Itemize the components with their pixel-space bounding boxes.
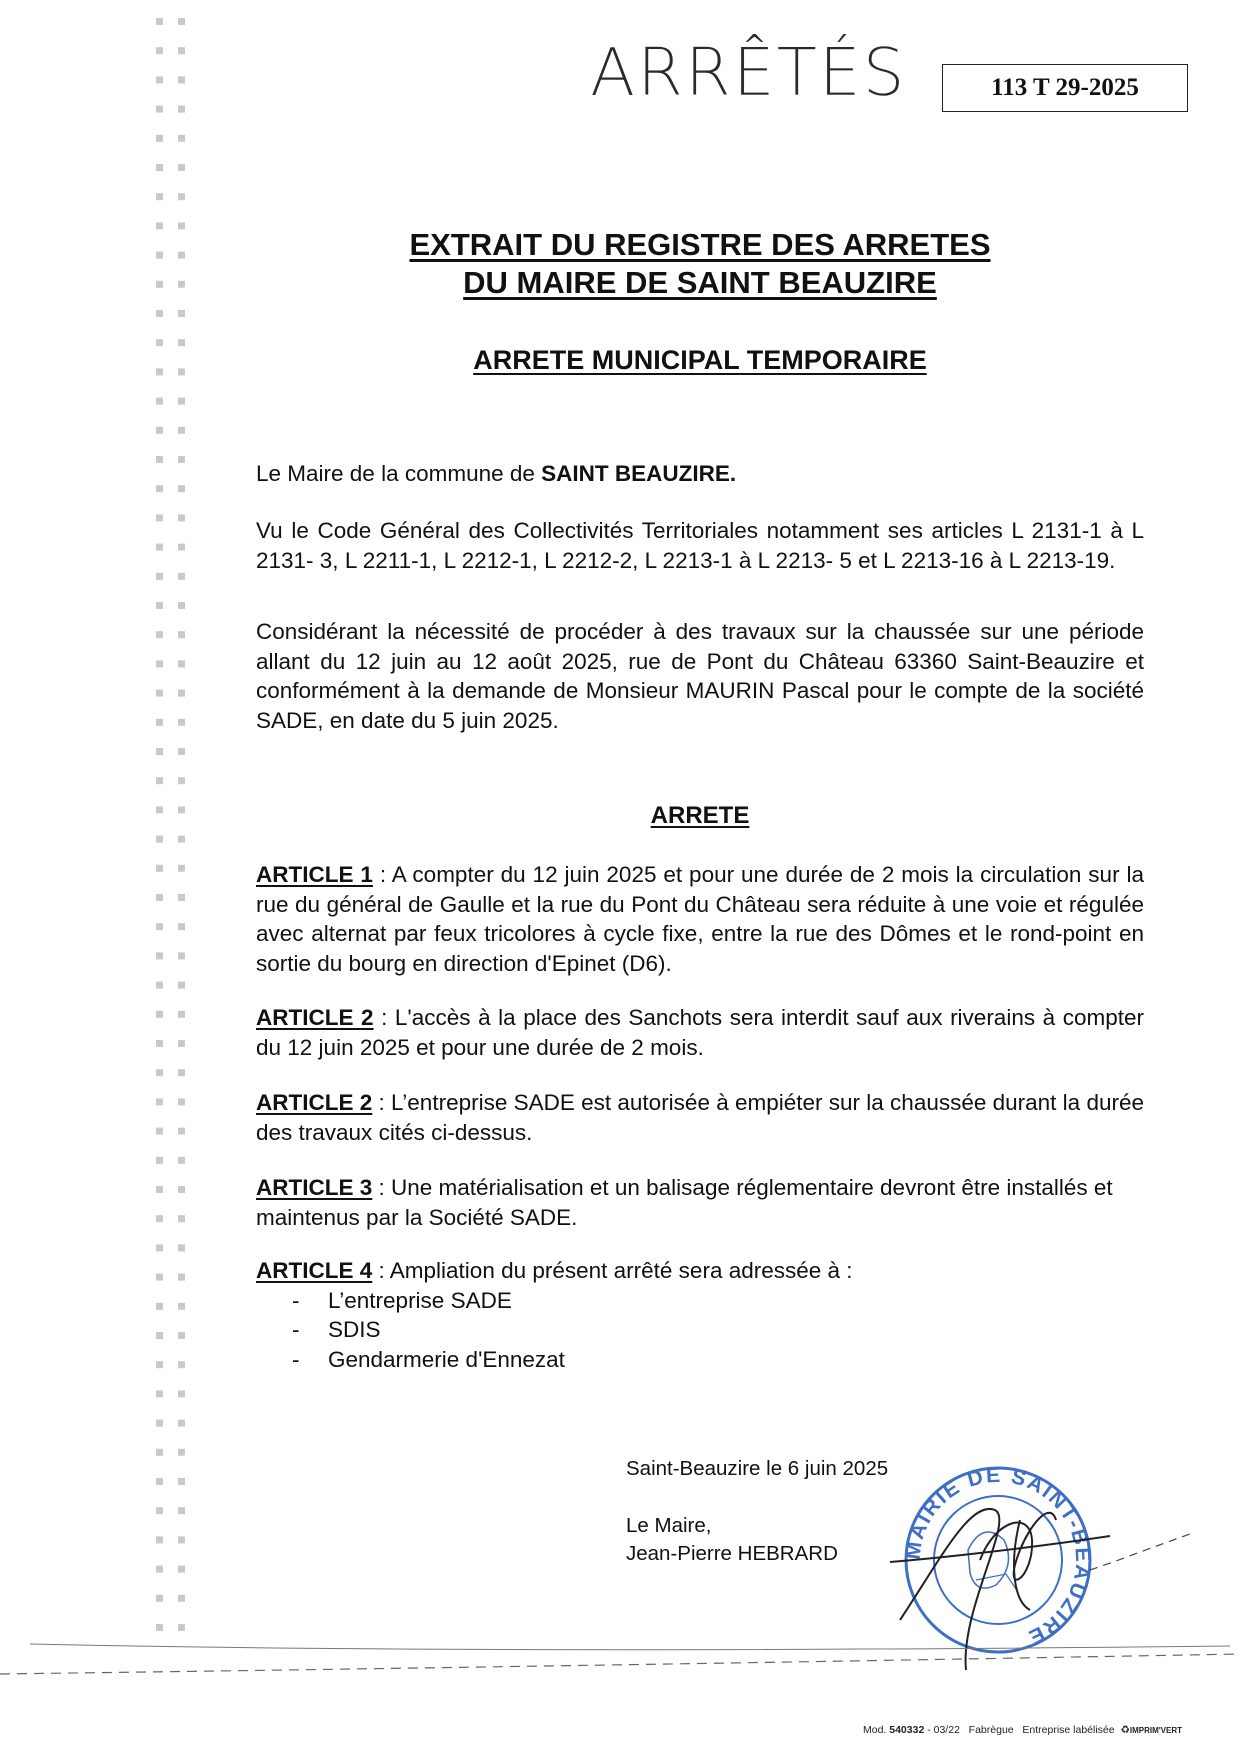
- margin-dot: [156, 76, 163, 83]
- article-2: [256, 1003, 1144, 1062]
- article-1: [256, 860, 1144, 978]
- margin-dot: [178, 252, 185, 259]
- margin-dot: [156, 836, 163, 843]
- margin-dot: [156, 894, 163, 901]
- article-label: ARTICLE 2: [256, 1005, 374, 1030]
- margin-dot: [178, 1215, 185, 1222]
- margin-dot: [178, 106, 185, 113]
- margin-dot: [178, 164, 185, 171]
- vu-paragraph: Vu le Code Général des Collectivités Territoriales notamment ses articles L 2131-1 à L 2131- 3, L 2211-1, L 2212-1, L 2212-2, L 2213-1 à L 2213- 5 et L 2213-16 à L 2213-19.: [256, 518, 1144, 573]
- signature-role: Le Maire,: [626, 1514, 712, 1537]
- margin-dot: [178, 1157, 185, 1164]
- margin-dot: [156, 1449, 163, 1456]
- margin-dot: [156, 982, 163, 989]
- margin-dot: [178, 777, 185, 784]
- signature-block: [626, 1512, 838, 1568]
- footer-mod-number: 540332: [889, 1724, 925, 1736]
- margin-dot: [178, 456, 185, 463]
- margin-dot: [178, 1069, 185, 1076]
- signature-place-date: Saint-Beauzire le 6 juin 2025: [626, 1457, 889, 1480]
- margin-dot: [178, 748, 185, 755]
- margin-dot: [178, 631, 185, 638]
- article-text: : Ampliation du présent arrêté sera adressée à :: [372, 1258, 853, 1283]
- margin-dot: [156, 602, 163, 609]
- margin-dot: [156, 544, 163, 551]
- margin-dot: [156, 1361, 163, 1368]
- margin-dot: [156, 1390, 163, 1397]
- article-label: ARTICLE 3: [256, 1175, 373, 1200]
- margin-dot: [156, 456, 163, 463]
- margin-dot: [156, 1478, 163, 1485]
- article-text: : L'accès à la place des Sanchots sera interdit sauf aux riverains à compter du 12 juin 2025 et pour une durée de 2 mois.: [256, 1005, 1144, 1060]
- margin-dot: [178, 1361, 185, 1368]
- margin-dots: [150, 14, 190, 1654]
- margin-dot: [156, 1274, 163, 1281]
- margin-dot: [178, 1244, 185, 1251]
- article-text: : Une matérialisation et un balisage réglementaire devront être installés et maintenus par la Société SADE.: [256, 1175, 1113, 1230]
- margin-dot: [178, 1449, 185, 1456]
- margin-dot: [156, 193, 163, 200]
- margin-dot: [178, 1011, 185, 1018]
- article-4: [256, 1256, 1144, 1374]
- margin-dot: [178, 1303, 185, 1310]
- footer-label: Entreprise labélisée: [1022, 1724, 1115, 1736]
- margin-dot: [156, 1420, 163, 1427]
- margin-dot: [178, 310, 185, 317]
- margin-dot: [156, 1040, 163, 1047]
- footer-imprim: IMPRIM'VERT: [1129, 1726, 1182, 1735]
- margin-dot: [178, 1390, 185, 1397]
- intro-commune: SAINT BEAUZIRE.: [541, 461, 737, 486]
- article-label: ARTICLE 2: [256, 1090, 373, 1115]
- margin-dot: [156, 281, 163, 288]
- title-line-1: EXTRAIT DU REGISTRE DES ARRETES: [409, 227, 991, 262]
- margin-dot: [156, 427, 163, 434]
- margin-dot: [156, 18, 163, 25]
- margin-dot: [156, 631, 163, 638]
- margin-dot: [156, 1566, 163, 1573]
- margin-dot: [178, 339, 185, 346]
- margin-dot: [156, 1215, 163, 1222]
- margin-dot: [178, 1507, 185, 1514]
- margin-dot: [178, 18, 185, 25]
- footer-printer-note: [863, 1724, 1182, 1736]
- margin-dot: [156, 1332, 163, 1339]
- margin-dot: [156, 1069, 163, 1076]
- stamp-text: MAIRIE DE SAINT-BEAUZIRE: [901, 1463, 1095, 1650]
- margin-dot: [178, 1186, 185, 1193]
- margin-dot: [156, 1098, 163, 1105]
- list-item: - L’entreprise SADE: [256, 1286, 1144, 1316]
- footer-brand: Fabrègue: [968, 1724, 1014, 1736]
- margin-dot: [178, 894, 185, 901]
- margin-dot: [178, 398, 185, 405]
- margin-dot: [156, 1595, 163, 1602]
- margin-dot: [156, 952, 163, 959]
- margin-dot: [156, 1624, 163, 1631]
- margin-dot: [156, 1128, 163, 1135]
- margin-dot: [156, 748, 163, 755]
- signature-name: Jean-Pierre HEBRARD: [626, 1542, 838, 1565]
- margin-dot: [156, 514, 163, 521]
- margin-dot: [178, 1332, 185, 1339]
- article-label: ARTICLE 4: [256, 1258, 373, 1283]
- list-item: - SDIS: [256, 1315, 1144, 1345]
- margin-dot: [178, 573, 185, 580]
- margin-dot: [178, 952, 185, 959]
- intro-paragraph: [256, 459, 1144, 489]
- header-word: ARRÊTÉS: [590, 34, 907, 111]
- list-item: - Gendarmerie d'Ennezat: [256, 1345, 1144, 1375]
- article-text: : L’entreprise SADE est autorisée à empiéter sur la chaussée durant la durée des travaux cités ci-dessus.: [256, 1090, 1144, 1145]
- margin-dot: [156, 1157, 163, 1164]
- margin-dot: [156, 690, 163, 697]
- margin-dot: [156, 777, 163, 784]
- margin-dot: [178, 222, 185, 229]
- margin-dot: [156, 106, 163, 113]
- margin-dot: [178, 1128, 185, 1135]
- article-3: [256, 1173, 1144, 1232]
- margin-dot: [178, 806, 185, 813]
- margin-dot: [156, 368, 163, 375]
- footer-mod-prefix: Mod.: [862, 1724, 890, 1736]
- margin-dot: [156, 573, 163, 580]
- margin-dot: [178, 660, 185, 667]
- margin-dot: [178, 1595, 185, 1602]
- margin-dot: [178, 836, 185, 843]
- margin-dot: [178, 982, 185, 989]
- margin-dot: [156, 1536, 163, 1543]
- margin-dot: [178, 368, 185, 375]
- margin-dot: [178, 923, 185, 930]
- distribution-list: [256, 1286, 1144, 1375]
- article-text: : A compter du 12 juin 2025 et pour une durée de 2 mois la circulation sur la rue du général de Gaulle et la rue du Pont du Château sera réduite à une voie et régulée avec alternat par feux tricolores à cycle fixe, entre la rue des Dômes et le rond-point en sortie du bourg en direction d'Epinet (D6).: [256, 862, 1144, 976]
- considerant-paragraph: Considérant la nécessité de procéder à des travaux sur la chaussée sur une période allant du 12 juin au 12 août 2025, rue de Pont du Château 63360 Saint-Beauzire et conformément à la demande de Monsieur MAURIN Pascal pour le compte de la société SADE, en date du 5 juin 2025.: [256, 619, 1144, 733]
- margin-dot: [178, 1274, 185, 1281]
- margin-dot: [178, 544, 185, 551]
- margin-dot: [156, 398, 163, 405]
- margin-dot: [156, 1011, 163, 1018]
- margin-dot: [178, 1624, 185, 1631]
- margin-dot: [156, 47, 163, 54]
- margin-dot: [156, 1507, 163, 1514]
- margin-dot: [178, 281, 185, 288]
- margin-dot: [178, 865, 185, 872]
- margin-dot: [178, 719, 185, 726]
- article-label: ARTICLE 1: [256, 862, 373, 887]
- title-line-3: ARRETE MUNICIPAL TEMPORAIRE: [473, 345, 927, 375]
- margin-dot: [156, 1303, 163, 1310]
- margin-dot: [178, 76, 185, 83]
- margin-dot: [156, 222, 163, 229]
- reference-number-box: 113 T 29-2025: [942, 64, 1188, 112]
- margin-dot: [178, 514, 185, 521]
- margin-dot: [178, 427, 185, 434]
- margin-dot: [178, 602, 185, 609]
- margin-dots-graphic: [150, 14, 190, 1654]
- margin-dot: [156, 923, 163, 930]
- margin-dot: [156, 719, 163, 726]
- margin-dot: [178, 193, 185, 200]
- margin-dot: [178, 1098, 185, 1105]
- margin-dot: [178, 1478, 185, 1485]
- margin-dot: [178, 1420, 185, 1427]
- margin-dot: [156, 1186, 163, 1193]
- intro-prefix: Le Maire de la commune de: [256, 461, 542, 486]
- margin-dot: [178, 1536, 185, 1543]
- margin-dot: [156, 135, 163, 142]
- margin-dot: [156, 252, 163, 259]
- arrete-heading: ARRETE: [650, 802, 750, 829]
- footer-rule-lines: [0, 1640, 1240, 1680]
- footer-mod-suffix: - 03/22: [924, 1724, 960, 1736]
- margin-dot: [178, 1040, 185, 1047]
- imprim-vert-icon: ♻: [1120, 1724, 1130, 1736]
- margin-dot: [156, 485, 163, 492]
- article-2-bis: [256, 1088, 1144, 1147]
- margin-dot: [156, 806, 163, 813]
- margin-dot: [178, 485, 185, 492]
- margin-dot: [178, 1566, 185, 1573]
- margin-dot: [156, 1244, 163, 1251]
- margin-dot: [178, 690, 185, 697]
- margin-dot: [156, 310, 163, 317]
- margin-dot: [178, 47, 185, 54]
- margin-dot: [156, 660, 163, 667]
- margin-dot: [156, 164, 163, 171]
- margin-dot: [178, 135, 185, 142]
- margin-dot: [156, 865, 163, 872]
- title-line-2: DU MAIRE DE SAINT BEAUZIRE: [463, 265, 937, 300]
- margin-dot: [156, 339, 163, 346]
